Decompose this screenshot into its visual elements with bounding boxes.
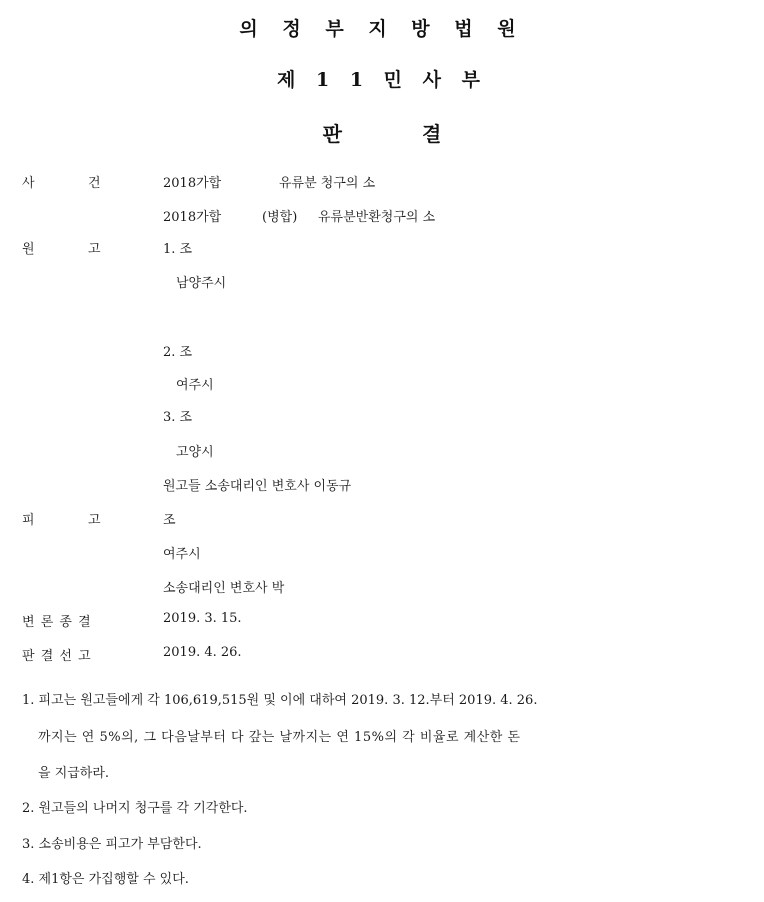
- order-item-4: 4. 제1항은 가집행할 수 있다.: [22, 872, 189, 887]
- plaintiff-counsel: 원고들 소송대리인 변호사 이동규: [163, 479, 352, 494]
- title-char-2: 결: [422, 122, 442, 146]
- defendant-counsel: 소송대리인 변호사 박: [163, 581, 285, 596]
- plaintiff-2-name: 2. 조: [163, 345, 193, 360]
- title-char-1: 판: [322, 122, 342, 146]
- case-number-1: 2018가합: [163, 176, 222, 191]
- case-number-2: 2018가합: [163, 210, 222, 225]
- defendant-city: 여주시: [163, 547, 201, 562]
- order-item-1-line-2: 까지는 연 5%의, 그 다음날부터 다 갚는 날까지는 연 15%의 각 비율로 계산한 돈: [38, 730, 521, 745]
- case-label-1: 사: [22, 176, 35, 191]
- case-title-1: 유류분 청구의 소: [279, 176, 376, 191]
- argument-closed-label: 변 론 종 결: [22, 615, 92, 630]
- plaintiff-3-name: 3. 조: [163, 410, 193, 425]
- order-item-2: 2. 원고들의 나머지 청구를 각 기각한다.: [22, 801, 248, 816]
- plaintiff-label-2: 고: [88, 242, 101, 257]
- court-name: 의 정 부 지 방 법 원: [239, 18, 525, 40]
- argument-closed-date: 2019. 3. 15.: [163, 611, 242, 626]
- judgment-date-label: 판 결 선 고: [22, 649, 92, 664]
- case-merge-note: (병합): [262, 210, 298, 225]
- defendant-name: 조: [163, 513, 176, 528]
- plaintiff-1-name: 1. 조: [163, 242, 193, 257]
- defendant-label-1: 피: [22, 513, 35, 528]
- order-item-1-line-3: 을 지급하라.: [38, 766, 110, 781]
- case-label-2: 건: [88, 176, 101, 191]
- plaintiff-1-city: 남양주시: [176, 276, 227, 291]
- division-name: 제 1 1 민 사 부: [277, 69, 487, 91]
- judgment-date: 2019. 4. 26.: [163, 645, 242, 660]
- plaintiff-label-1: 원: [22, 242, 35, 257]
- document-title: [0, 118, 764, 147]
- order-item-3: 3. 소송비용은 피고가 부담한다.: [22, 837, 202, 852]
- defendant-label-2: 고: [88, 513, 101, 528]
- order-item-1-line-1: 1. 피고는 원고들에게 각 106,619,515원 및 이에 대하여 2019. 3. 12.부터 2019. 4. 26.: [22, 693, 538, 708]
- plaintiff-3-city: 고양시: [176, 445, 214, 460]
- plaintiff-2-city: 여주시: [176, 378, 214, 393]
- case-title-2: 유류분반환청구의 소: [318, 210, 436, 225]
